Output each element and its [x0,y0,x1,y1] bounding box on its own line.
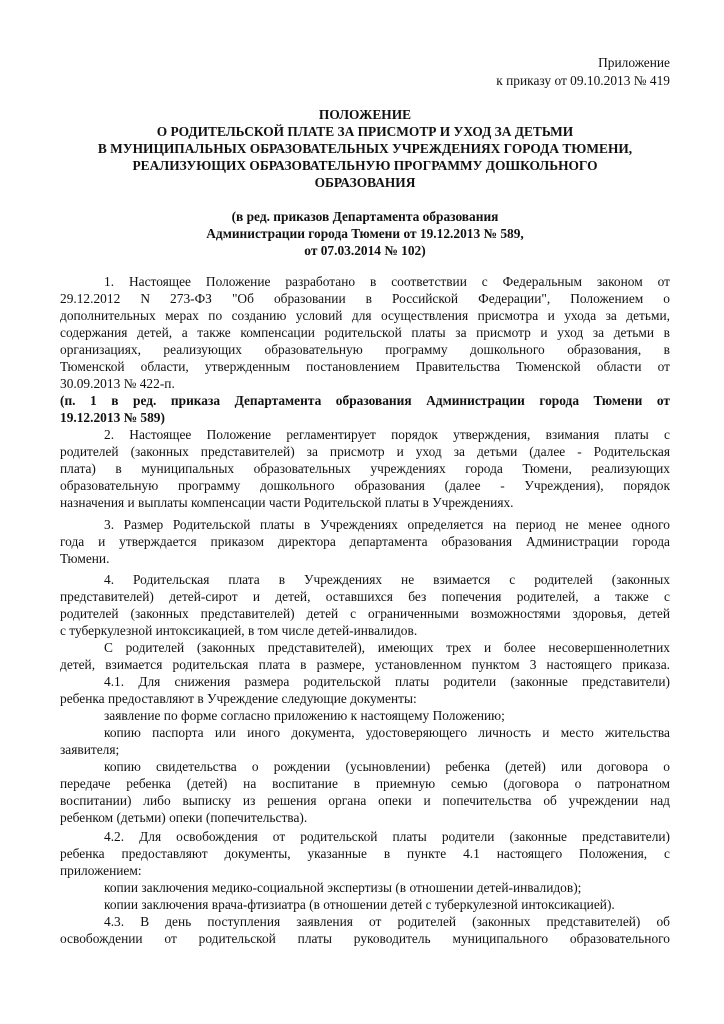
paragraph-line: ребенком (детьми) опеки (попечительства). [60,810,308,825]
paragraph-line: 4. Родительская плата в Учреждениях не взимается с родителей (законных [104,572,670,587]
amendment-note: (п. 1 в ред. приказа Департамента образования Администрации города Тюмени от [60,393,670,408]
paragraph-line: представителей) детей-сирот и детей, оставшихся без попечения родителей, а также с [60,589,670,604]
edition-note-line: Администрации города Тюмени от 19.12.2013 № 589, [206,226,524,241]
paragraph-line: родителей (законных представителей) за присмотр и уход за детьми (далее - Родительская [60,444,670,459]
paragraph-line: С родителей (законных представителей), имеющих трех и более несовершеннолетних [104,640,670,655]
paragraph-line: ребенка предоставляют в Учреждение следующие документы: [60,691,417,706]
paragraph-line: 4.3. В день поступления заявления от родителей (законных представителей) об [104,914,670,929]
amendment-note-line: 19.12.2013 № 589) [60,410,165,425]
paragraph-line: дополнительных мерах по созданию условий для осуществления присмотра и ухода за детьми, [60,308,670,323]
document-title: ПОЛОЖЕНИЕ [318,107,412,122]
paragraph-line: с туберкулезной интоксикацией, в том числе детей-инвалидов. [60,623,418,638]
paragraph-line: назначения и выплаты компенсации части Родительской платы в Учреждениях. [60,495,514,510]
document-title-line: В МУНИЦИПАЛЬНЫХ ОБРАЗОВАТЕЛЬНЫХ УЧРЕЖДЕНИЯХ ГОРОДА ТЮМЕНИ, [97,141,633,156]
paragraph-line: плата) в муниципальных образовательных учреждениях города Тюмени, реализующих [60,461,670,476]
paragraph-line: организациях, реализующих образовательную программу дошкольного образования, в [60,342,670,357]
paragraph-line: содержания детей, а также компенсации родительской платы за присмотр и уход за детьми в [60,325,670,340]
paragraph-line: образовательную программу дошкольного образования (далее - Учреждения), порядок [60,478,670,493]
document-title-line: ОБРАЗОВАНИЯ [314,175,416,190]
paragraph-line: родителей (законных представителей) детей с ограниченными возможностями здоровья, детей [60,606,670,621]
paragraph-line: Тюмени. [60,551,110,566]
edition-note-line: от 07.03.2014 № 102) [304,243,426,258]
paragraph-line: копию паспорта или иного документа, удостоверяющего личность и место жительства [104,725,670,740]
appendix-label: Приложение [598,55,670,70]
paragraph-line: копии заключения врача-фтизиатра (в отношении детей с туберкулезной интоксикацией). [104,897,615,912]
paragraph-line: детей, взимается родительская плата в размере, установленном пунктом 3 настоящего приказа. [60,657,670,672]
paragraph-line: 2. Настоящее Положение регламентирует порядок утверждения, взимания платы с [104,427,670,442]
paragraph-line: 4.1. Для снижения размера родительской платы родители (законные представители) [104,674,670,689]
order-reference: к приказу от 09.10.2013 № 419 [496,73,670,88]
document-title-line: РЕАЛИЗУЮЩИХ ОБРАЗОВАТЕЛЬНУЮ ПРОГРАММУ ДОШКОЛЬНОГО [132,158,598,173]
paragraph-line: 1. Настоящее Положение разработано в соответствии с Федеральным законом от [104,274,670,289]
paragraph-line: воспитании) либо выписку из решения органа опеки и попечительства об учреждении над [60,793,670,808]
paragraph-line: копии заключения медико-социальной экспертизы (в отношении детей-инвалидов); [104,880,582,895]
paragraph-line: копию свидетельства о рождении (усыновлении) ребенка (детей) или договора о [104,759,670,774]
paragraph-line: 29.12.2012 N 273-ФЗ "Об образовании в Российской Федерации", Положением о [60,291,670,306]
paragraph-line: заявителя; [60,742,120,757]
paragraph-line: 4.2. Для освобождения от родительской платы родители (законные представители) [104,829,670,844]
paragraph-line: Тюменской области, утвержденным постановлением Правительства Тюменской области от [60,359,670,374]
paragraph-line: года и утверждается приказом директора департамента образования Администрации города [60,534,670,549]
paragraph-line: освобождении от родительской платы руководитель муниципального образовательного [60,931,670,946]
paragraph-line: ребенка предоставляют документы, указанные в пункте 4.1 настоящего Положения, с [60,846,670,861]
paragraph-line: заявление по форме согласно приложению к настоящему Положению; [104,708,505,723]
document-title-line: О РОДИТЕЛЬСКОЙ ПЛАТЕ ЗА ПРИСМОТР И УХОД ЗА ДЕТЬМИ [156,124,574,139]
edition-note: (в ред. приказов Департамента образования [231,209,499,224]
paragraph-line: приложением: [60,863,142,878]
paragraph-line: 3. Размер Родительской платы в Учреждениях определяется на период не менее одного [104,517,670,532]
paragraph-line: 30.09.2013 № 422-п. [60,376,175,391]
paragraph-line: передаче ребенка (детей) на воспитание в приемную семью (договора о патронатном [60,776,670,791]
